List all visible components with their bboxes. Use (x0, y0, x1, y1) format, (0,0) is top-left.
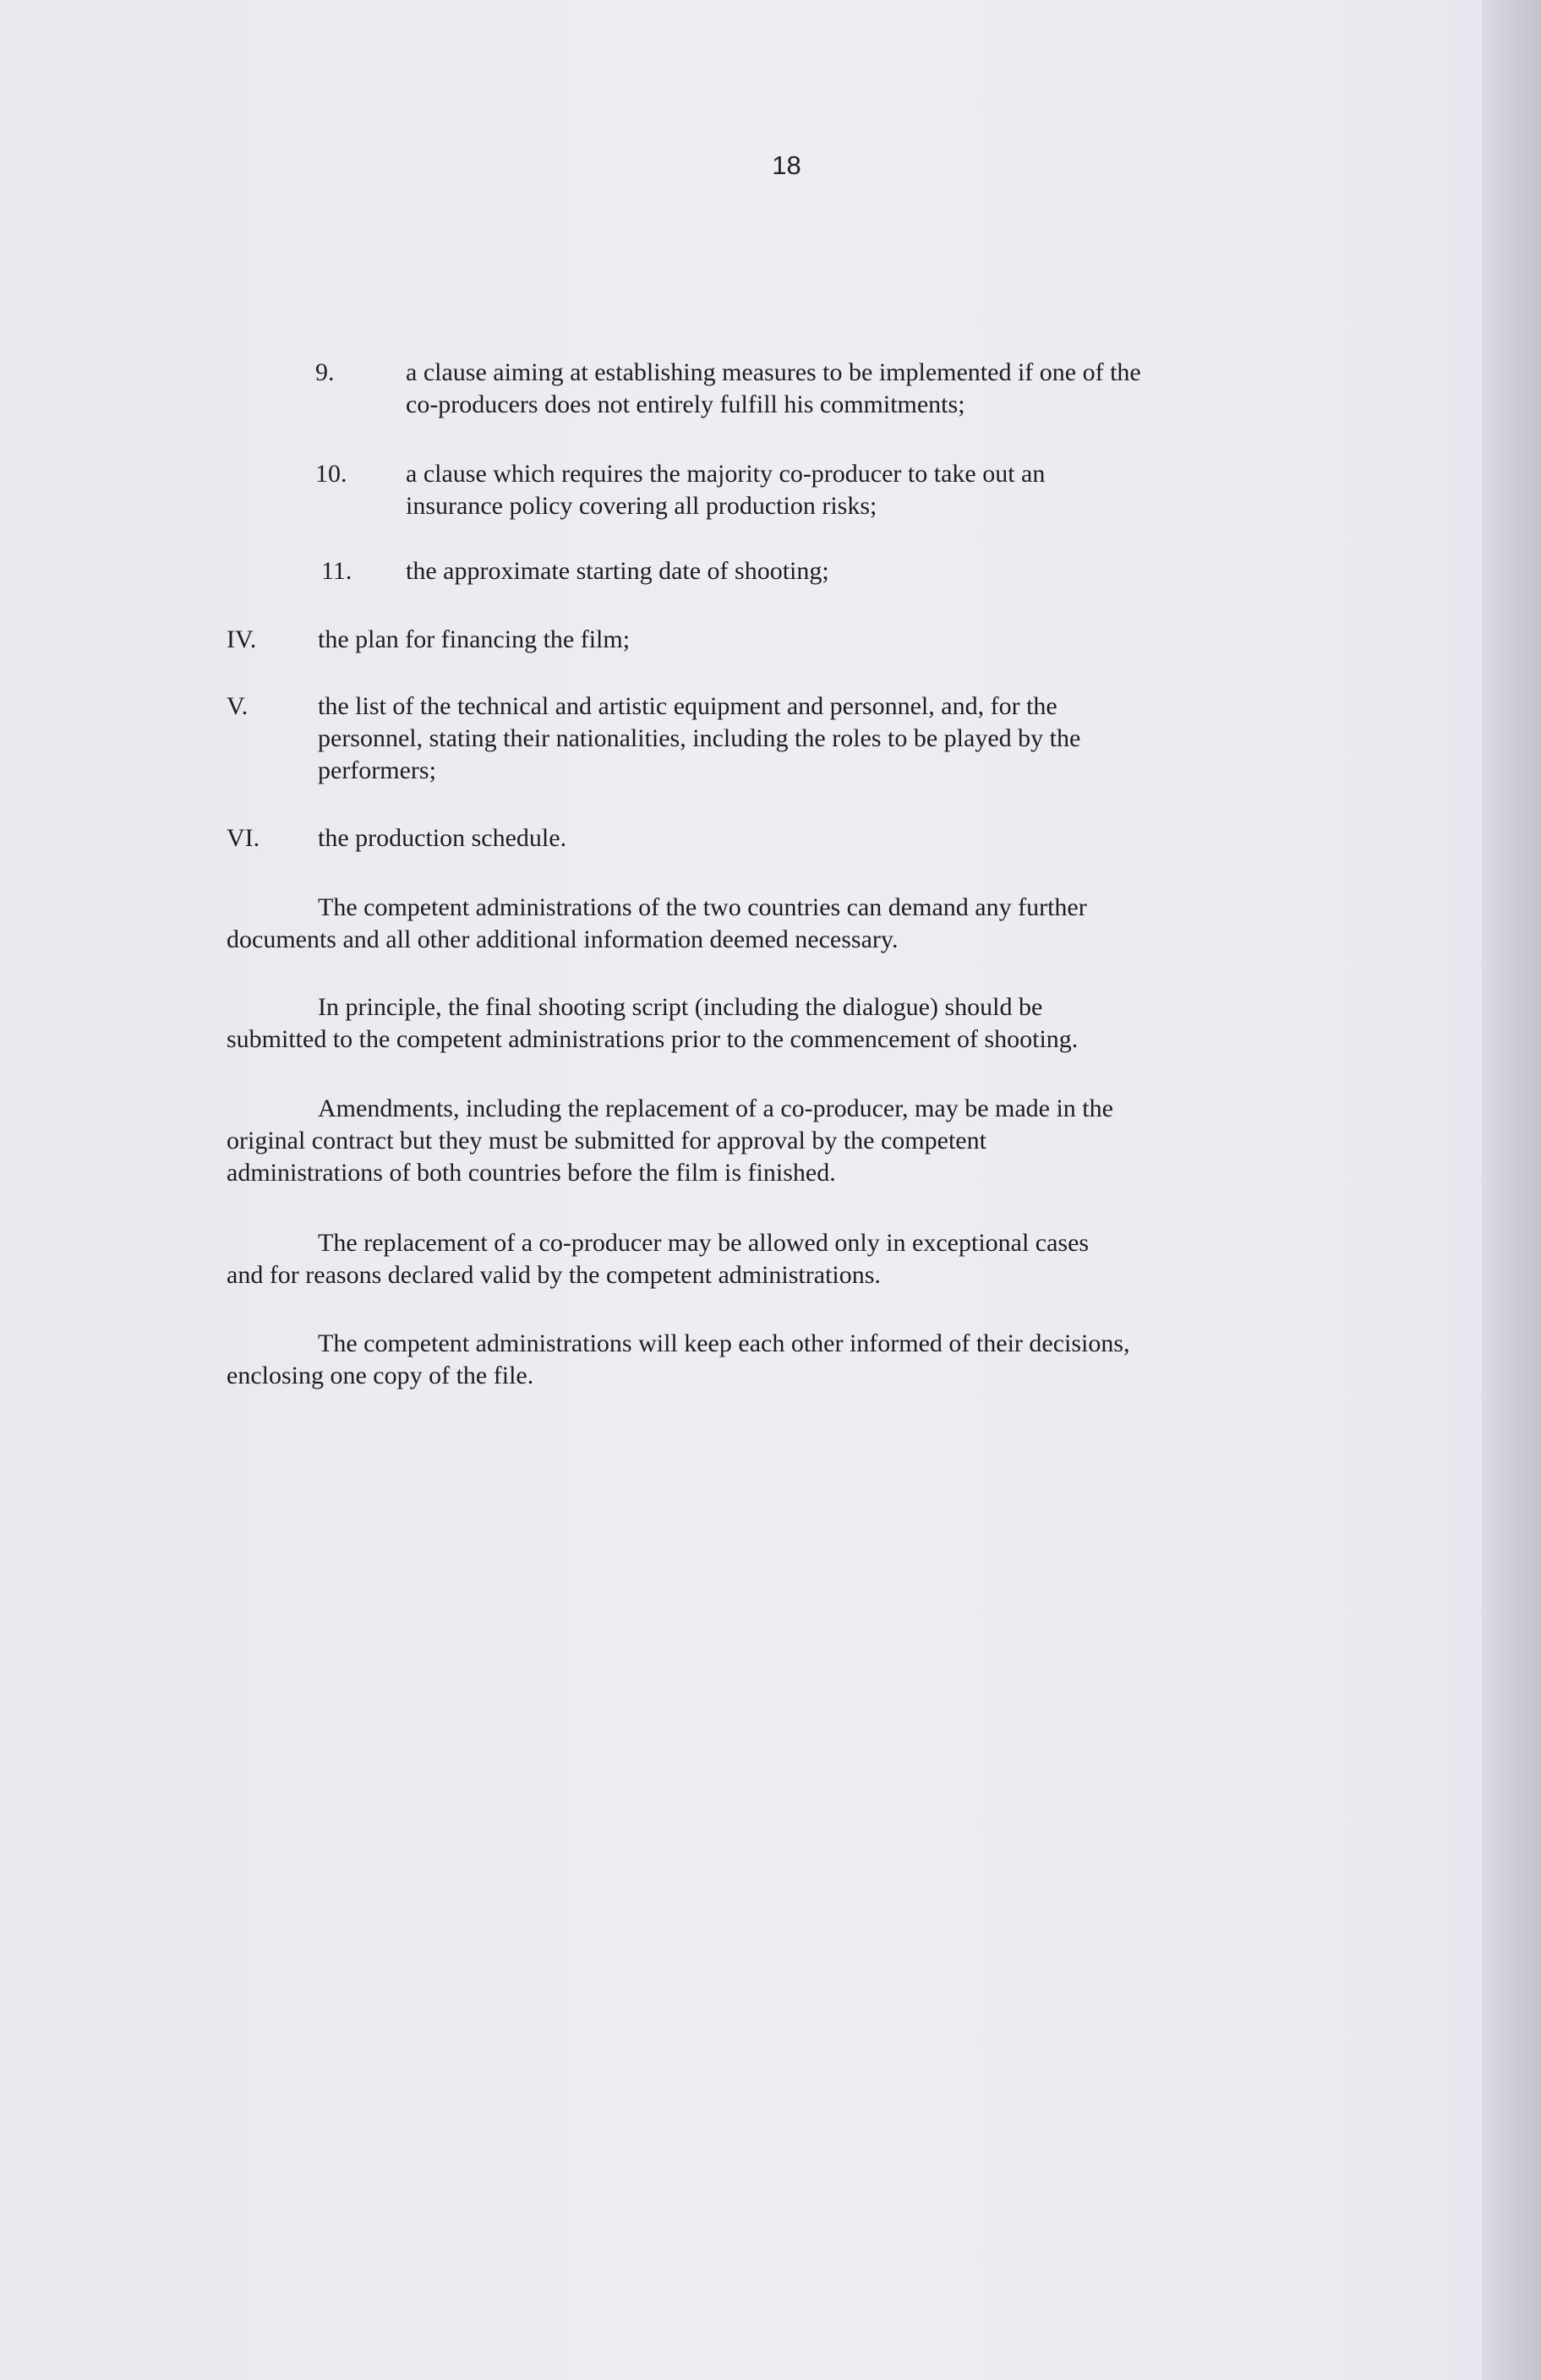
list-item-11 (321, 555, 1302, 589)
item-number: V. (227, 692, 249, 720)
item-line: co-producers does not entirely fulfill his commitments; (406, 390, 965, 418)
paragraph-line: enclosing one copy of the file. (227, 1362, 534, 1389)
paragraph-line: The replacement of a co-producer may be allowed only in exceptional cases (318, 1229, 1090, 1257)
item-text (406, 458, 1045, 522)
item-number: VI. (227, 824, 260, 852)
paragraph-line: documents and all other additional information deemed necessary. (227, 925, 899, 953)
paragraph-line: In principle, the final shooting script (including the dialogue) should be (318, 993, 1043, 1021)
list-item-vi (227, 822, 1292, 856)
paragraph-shooting-script (227, 991, 1283, 1056)
paragraph-line: The competent administrations will keep each other informed of their decisions, (318, 1329, 1130, 1357)
item-number: 11. (321, 557, 352, 585)
item-number: IV. (227, 625, 257, 653)
paragraph-line: administrations of both countries before the film is finished. (227, 1159, 836, 1187)
item-line: performers; (318, 756, 436, 784)
item-line: a clause aiming at establishing measures to be implemented if one of the (406, 358, 1141, 386)
item-number: 9. (315, 358, 335, 386)
item-line: insurance policy covering all production risks; (406, 492, 877, 520)
item-number: 10. (315, 460, 347, 488)
item-line: a clause which requires the majority co-producer to take out an (406, 460, 1046, 488)
item-line: the approximate starting date of shooting; (406, 557, 829, 585)
paragraph-replacement (227, 1227, 1283, 1291)
item-line: the list of the technical and artistic equipment and personnel, and, for the (318, 692, 1057, 720)
paragraph-line: submitted to the competent administrations prior to the commencement of shooting. (227, 1025, 1079, 1053)
item-text (318, 691, 1080, 787)
page-edge-shadow (1482, 0, 1541, 2380)
item-line: personnel, stating their nationalities, including the roles to be played by the (318, 724, 1081, 752)
item-text (406, 357, 1141, 421)
item-text (318, 624, 630, 656)
paragraph-informed (227, 1328, 1283, 1392)
item-line: the production schedule. (318, 824, 567, 852)
list-item-10 (315, 458, 1296, 526)
paragraph-line: The competent administrations of the two countries can demand any further (318, 893, 1087, 921)
item-line: the plan for financing the film; (318, 625, 631, 653)
paragraph-line: and for reasons declared valid by the competent administrations. (227, 1261, 881, 1289)
item-text (318, 822, 566, 854)
paragraph-further-documents (227, 892, 1283, 956)
paragraph-amendments (227, 1093, 1283, 1189)
item-text (406, 555, 829, 587)
list-item-iv (227, 624, 1292, 658)
list-item-9 (315, 357, 1296, 424)
paragraph-line: original contract but they must be submitted for approval by the competent (227, 1127, 986, 1155)
list-item-v (227, 691, 1292, 792)
paragraph-line: Amendments, including the replacement of a co-producer, may be made in the (318, 1094, 1113, 1122)
page-number: 18 (772, 150, 801, 180)
